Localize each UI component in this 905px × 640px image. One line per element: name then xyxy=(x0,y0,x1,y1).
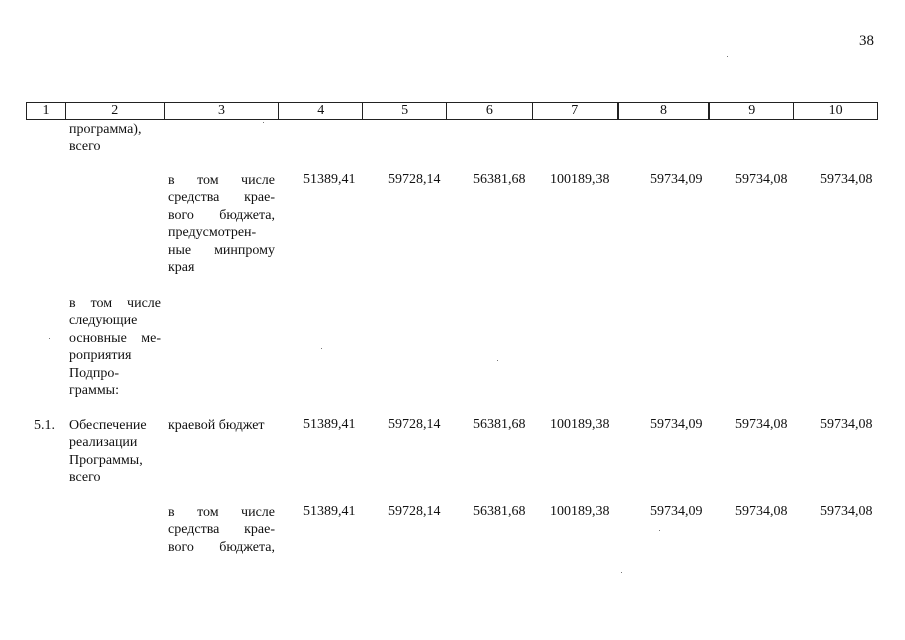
text-line: вого бюджета, xyxy=(168,539,275,555)
row4-value-col9: 59734,08 xyxy=(735,417,788,432)
text-line: Подпро- xyxy=(69,365,119,381)
scan-speck xyxy=(621,572,622,573)
row2-value-col10: 59734,08 xyxy=(820,172,873,187)
row4-value-col4: 51389,41 xyxy=(303,417,356,432)
header-col-10: 10 xyxy=(793,103,877,119)
row2-value-col5: 59728,14 xyxy=(388,172,441,187)
row5-source xyxy=(168,504,275,556)
row4-value-col10: 59734,08 xyxy=(820,417,873,432)
header-col-5: 5 xyxy=(362,103,446,119)
scan-speck xyxy=(321,348,322,349)
row4-source: краевой бюджет xyxy=(168,418,265,433)
row5-value-col7: 100189,38 xyxy=(550,504,610,519)
row5-value-col8: 59734,09 xyxy=(650,504,703,519)
text-line: предусмотрен- xyxy=(168,225,257,241)
text-line: всего xyxy=(69,470,101,486)
header-col-2: 2 xyxy=(65,103,164,119)
text-line: Обеспечение xyxy=(69,418,147,433)
row5-value-col10: 59734,08 xyxy=(820,504,873,519)
row3-name xyxy=(69,295,161,399)
row2-value-col6: 56381,68 xyxy=(473,172,526,187)
text-line: Программы, xyxy=(69,452,143,468)
row4-name xyxy=(69,417,161,487)
scan-speck xyxy=(659,530,660,531)
scan-speck xyxy=(497,360,498,361)
row4-value-col6: 56381,68 xyxy=(473,417,526,432)
scan-speck xyxy=(49,338,50,339)
text-line: в том числе xyxy=(168,173,275,188)
text-line: средства крае- xyxy=(168,522,275,538)
row4-value-col7: 100189,38 xyxy=(550,417,610,432)
header-col-4: 4 xyxy=(278,103,362,119)
row5-value-col4: 51389,41 xyxy=(303,504,356,519)
row4-value-col8: 59734,09 xyxy=(650,417,703,432)
row2-value-col8: 59734,09 xyxy=(650,172,703,187)
page-number: 38 xyxy=(859,33,874,49)
row4-number: 5.1. xyxy=(34,418,55,433)
row2-value-col4: 51389,41 xyxy=(303,172,356,187)
row2-value-col7: 100189,38 xyxy=(550,172,610,187)
text-line: программа), xyxy=(69,122,142,137)
row5-value-col6: 56381,68 xyxy=(473,504,526,519)
text-line: в том числе xyxy=(168,505,275,520)
text-line: реализации xyxy=(69,435,138,451)
header-col-9: 9 xyxy=(708,103,793,119)
header-col-6: 6 xyxy=(446,103,532,119)
row2-value-col9: 59734,08 xyxy=(735,172,788,187)
text-line: основные ме- xyxy=(69,330,161,346)
table-header xyxy=(26,102,878,120)
row2-source xyxy=(168,172,275,276)
row4-value-col5: 59728,14 xyxy=(388,417,441,432)
text-line: граммы: xyxy=(69,383,119,399)
text-line: вого бюджета, xyxy=(168,207,275,223)
text-line: в том числе xyxy=(69,296,161,311)
row5-value-col9: 59734,08 xyxy=(735,504,788,519)
header-col-7: 7 xyxy=(532,103,617,119)
scan-speck xyxy=(727,56,728,57)
text-line: всего xyxy=(69,139,101,155)
text-line: следующие xyxy=(69,313,138,329)
text-line: роприятия xyxy=(69,348,132,364)
header-col-8: 8 xyxy=(617,103,709,119)
header-col-1: 1 xyxy=(42,103,50,118)
row5-value-col5: 59728,14 xyxy=(388,504,441,519)
row1-name xyxy=(69,121,161,156)
text-line: ные минпрому xyxy=(168,242,275,258)
header-col-3: 3 xyxy=(164,103,279,119)
text-line: края xyxy=(168,260,195,276)
scan-speck xyxy=(263,122,264,123)
text-line: средства крае- xyxy=(168,190,275,206)
